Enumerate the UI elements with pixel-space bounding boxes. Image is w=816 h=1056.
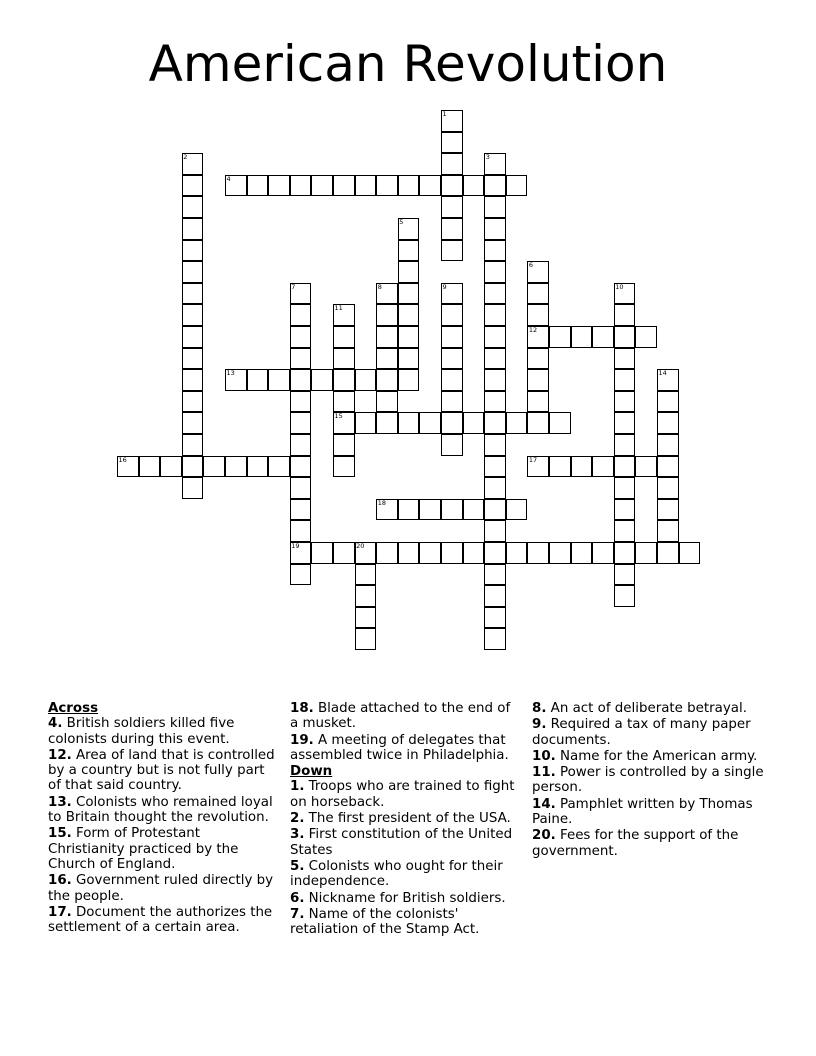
grid-cell[interactable] xyxy=(398,499,420,521)
clue-text: Power is controlled by a single person. xyxy=(532,765,764,796)
clue-number: 1. xyxy=(290,779,305,795)
clue-text: Name for the American army. xyxy=(555,748,758,764)
grid-cell[interactable] xyxy=(463,175,485,197)
grid-cell[interactable] xyxy=(398,348,420,370)
grid-cell[interactable] xyxy=(290,477,312,499)
grid-cell[interactable] xyxy=(484,261,506,283)
clue-number: 20. xyxy=(532,828,556,844)
grid-cell[interactable] xyxy=(614,477,636,499)
grid-cell[interactable] xyxy=(549,456,571,478)
grid-cell[interactable] xyxy=(182,326,204,348)
grid-cell[interactable] xyxy=(614,348,636,370)
clue-number: 13. xyxy=(48,794,72,810)
clue-number-label: 13 xyxy=(226,369,235,378)
clue-number: 8. xyxy=(532,701,547,716)
grid-cell[interactable] xyxy=(657,477,679,499)
grid-cell[interactable] xyxy=(441,153,463,175)
grid-cell[interactable] xyxy=(333,326,355,348)
grid-cell[interactable] xyxy=(484,628,506,650)
clue-number-label: 17 xyxy=(528,455,538,464)
clue-number-label: 7 xyxy=(291,282,296,291)
clue-number: 15. xyxy=(48,826,72,842)
grid-cell[interactable] xyxy=(182,240,204,262)
grid-cell[interactable] xyxy=(614,326,636,348)
grid-cell[interactable] xyxy=(484,542,506,564)
grid-cell[interactable] xyxy=(398,412,420,434)
grid-cell[interactable] xyxy=(484,326,506,348)
clue-number: 19. xyxy=(290,732,314,748)
grid-cell[interactable] xyxy=(614,434,636,456)
grid-cell[interactable] xyxy=(355,585,377,607)
across-heading: Across xyxy=(48,701,99,716)
grid-cell[interactable] xyxy=(635,542,657,564)
grid-cell[interactable] xyxy=(419,175,441,197)
clue-number-label: 3 xyxy=(485,153,490,162)
grid-cell[interactable] xyxy=(441,348,463,370)
grid-cell[interactable] xyxy=(376,412,398,434)
clue-number: 7. xyxy=(290,906,305,922)
grid-cell[interactable] xyxy=(376,391,398,413)
grid-cell[interactable] xyxy=(441,132,463,154)
across-clue xyxy=(48,795,280,826)
grid-cell[interactable] xyxy=(290,499,312,521)
grid-cell[interactable] xyxy=(419,542,441,564)
grid-cell[interactable] xyxy=(247,175,269,197)
across-clue xyxy=(48,748,280,794)
grid-cell[interactable] xyxy=(635,456,657,478)
grid-cell[interactable] xyxy=(463,412,485,434)
clue-number-label: 11 xyxy=(334,304,343,313)
grid-cell[interactable] xyxy=(182,348,204,370)
clue-number: 18. xyxy=(290,701,314,716)
grid-cell[interactable] xyxy=(527,391,549,413)
grid-cell[interactable] xyxy=(441,196,463,218)
grid-cell[interactable] xyxy=(225,456,247,478)
grid-cell[interactable] xyxy=(398,326,420,348)
clue-number-label: 8 xyxy=(377,282,382,291)
grid-cell[interactable] xyxy=(290,434,312,456)
grid-cell[interactable] xyxy=(290,456,312,478)
across-clue xyxy=(48,905,280,936)
down-clue xyxy=(290,779,522,810)
grid-cell[interactable] xyxy=(182,391,204,413)
across-clue xyxy=(48,826,280,872)
grid-cell[interactable] xyxy=(182,175,204,197)
clue-text: Government ruled directly by the people. xyxy=(48,873,274,904)
clue-text: Blade attached to the end of a musket. xyxy=(290,701,511,732)
grid-cell[interactable] xyxy=(506,499,528,521)
clue-text: Document the authorizes the settlement of a certain area. xyxy=(48,904,273,936)
grid-cell[interactable] xyxy=(484,564,506,586)
grid-cell[interactable] xyxy=(441,391,463,413)
grid-cell[interactable] xyxy=(657,520,679,542)
grid-cell[interactable] xyxy=(484,607,506,629)
grid-cell[interactable] xyxy=(484,520,506,542)
clue-number: 9. xyxy=(532,717,547,733)
clue-text: Form of Protestant Christianity practiced by the Church of England. xyxy=(48,826,239,872)
clue-number-label: 12 xyxy=(528,326,538,334)
clue-text: First constitution of the United States xyxy=(290,827,513,858)
grid-cell[interactable] xyxy=(182,261,204,283)
clue-number-label: 5 xyxy=(399,218,404,226)
clue-text: Pamphlet written by Thomas Paine. xyxy=(532,796,753,828)
grid-cell[interactable] xyxy=(290,520,312,542)
grid-cell[interactable] xyxy=(333,542,355,564)
grid-cell[interactable] xyxy=(527,348,549,370)
clue-text: British soldiers killed five colonists during this event. xyxy=(48,716,235,747)
grid-cell[interactable] xyxy=(441,240,463,262)
grid-cell[interactable] xyxy=(182,304,204,326)
grid-cell[interactable] xyxy=(506,412,528,434)
grid-cell[interactable] xyxy=(290,304,312,326)
grid-cell[interactable] xyxy=(657,499,679,521)
grid-cell[interactable] xyxy=(247,456,269,478)
clues-column-2 xyxy=(290,701,522,938)
clue-text: Colonists who ought for their independence. xyxy=(290,858,503,890)
grid-cell[interactable] xyxy=(441,304,463,326)
grid-cell[interactable] xyxy=(182,434,204,456)
grid-cell[interactable] xyxy=(182,369,204,391)
down-clue xyxy=(290,811,522,826)
grid-cell[interactable] xyxy=(614,412,636,434)
grid-cell[interactable] xyxy=(419,412,441,434)
grid-cell[interactable] xyxy=(398,283,420,305)
grid-cell[interactable] xyxy=(614,369,636,391)
clue-number: 12. xyxy=(48,747,72,763)
clue-text: Nickname for British soldiers. xyxy=(304,890,506,906)
grid-cell[interactable] xyxy=(614,520,636,542)
grid-cell[interactable] xyxy=(290,348,312,370)
grid-cell[interactable] xyxy=(355,369,377,391)
puzzle-title: American Revolution xyxy=(148,35,668,93)
grid-cell[interactable] xyxy=(182,412,204,434)
grid-cell[interactable] xyxy=(311,175,333,197)
grid-cell[interactable] xyxy=(398,304,420,326)
grid-cell[interactable] xyxy=(182,196,204,218)
clue-number-label: 15 xyxy=(334,412,343,421)
grid-cell[interactable] xyxy=(484,218,506,240)
clue-text: Required a tax of many paper documents. xyxy=(532,717,751,748)
clues-column-3 xyxy=(532,701,768,860)
grid-cell[interactable] xyxy=(311,542,333,564)
clue-text: Name of the colonists' retaliation of the Stamp Act. xyxy=(290,906,480,938)
grid-cell[interactable] xyxy=(333,391,355,413)
clue-text: A meeting of delegates that assembled twice in Philadelphia. xyxy=(290,732,509,763)
down-clue xyxy=(532,797,768,828)
grid-cell[interactable] xyxy=(333,456,355,478)
grid-cell[interactable] xyxy=(657,542,679,564)
grid-cell[interactable] xyxy=(484,304,506,326)
grid-cell[interactable] xyxy=(333,369,355,391)
grid-cell[interactable] xyxy=(290,175,312,197)
clue-number-label: 19 xyxy=(291,542,300,550)
grid-cell[interactable] xyxy=(657,412,679,434)
clue-number-label: 16 xyxy=(118,455,127,464)
clue-number: 5. xyxy=(290,858,305,874)
grid-cell[interactable] xyxy=(484,175,506,197)
grid-cell[interactable] xyxy=(484,369,506,391)
clue-number: 6. xyxy=(290,890,305,906)
clue-number-label: 4 xyxy=(226,174,231,183)
grid-cell[interactable] xyxy=(203,456,225,478)
down-clue xyxy=(290,891,522,906)
clue-number: 4. xyxy=(48,716,63,732)
grid-cell[interactable] xyxy=(139,456,161,478)
grid-cell[interactable] xyxy=(484,348,506,370)
grid-cell[interactable] xyxy=(484,434,506,456)
grid-cell[interactable] xyxy=(419,499,441,521)
clue-text: Fees for the support of the government. xyxy=(532,828,739,859)
clue-number-label: 10 xyxy=(615,282,624,291)
grid-cell[interactable] xyxy=(398,261,420,283)
grid-cell[interactable] xyxy=(571,542,593,564)
down-heading: Down xyxy=(290,764,333,780)
grid-cell[interactable] xyxy=(376,175,398,197)
grid-cell[interactable] xyxy=(506,542,528,564)
across-clue xyxy=(48,873,280,904)
grid-cell[interactable] xyxy=(657,434,679,456)
grid-cell[interactable] xyxy=(592,326,614,348)
grid-cell[interactable] xyxy=(311,369,333,391)
grid-cell[interactable] xyxy=(398,369,420,391)
grid-cell[interactable] xyxy=(527,304,549,326)
grid-cell[interactable] xyxy=(441,326,463,348)
clue-number-label: 9 xyxy=(442,282,447,291)
clue-number: 17. xyxy=(48,904,72,920)
grid-cell[interactable] xyxy=(614,304,636,326)
grid-cell[interactable] xyxy=(333,348,355,370)
clue-text: Troops who are trained to fight on horseback. xyxy=(290,779,515,810)
grid-cell[interactable] xyxy=(355,175,377,197)
grid-cell[interactable] xyxy=(463,499,485,521)
grid-cell[interactable] xyxy=(527,412,549,434)
grid-cell[interactable] xyxy=(441,218,463,240)
grid-cell[interactable] xyxy=(484,196,506,218)
clue-text: Colonists who remained loyal to Britain thought the revolution. xyxy=(48,794,273,826)
grid-cell[interactable] xyxy=(484,499,506,521)
grid-cell[interactable] xyxy=(290,369,312,391)
across-clue xyxy=(290,733,522,764)
grid-cell[interactable] xyxy=(484,283,506,305)
grid-cell[interactable] xyxy=(614,585,636,607)
across-clue xyxy=(290,701,522,732)
grid-cell[interactable] xyxy=(549,412,571,434)
grid-cell[interactable] xyxy=(355,628,377,650)
clue-text: An act of deliberate betrayal. xyxy=(546,701,747,716)
grid-cell[interactable] xyxy=(463,542,485,564)
across-clue xyxy=(48,716,280,747)
down-clue xyxy=(290,827,522,858)
grid-cell[interactable] xyxy=(635,326,657,348)
grid-cell[interactable] xyxy=(355,564,377,586)
grid-cell[interactable] xyxy=(398,240,420,262)
grid-cell[interactable] xyxy=(527,542,549,564)
grid-cell[interactable] xyxy=(571,326,593,348)
grid-cell[interactable] xyxy=(355,607,377,629)
grid-cell[interactable] xyxy=(376,542,398,564)
grid-cell[interactable] xyxy=(484,585,506,607)
grid-cell[interactable] xyxy=(484,240,506,262)
clue-number: 10. xyxy=(532,748,556,764)
grid-cell[interactable] xyxy=(160,456,182,478)
grid-cell[interactable] xyxy=(376,369,398,391)
grid-cell[interactable] xyxy=(182,283,204,305)
grid-cell[interactable] xyxy=(614,564,636,586)
grid-cell[interactable] xyxy=(398,175,420,197)
grid-cell[interactable] xyxy=(441,369,463,391)
grid-cell[interactable] xyxy=(290,564,312,586)
grid-cell[interactable] xyxy=(441,499,463,521)
clue-number-label: 6 xyxy=(528,261,534,270)
grid-cell[interactable] xyxy=(614,456,636,478)
grid-cell[interactable] xyxy=(614,391,636,413)
grid-cell[interactable] xyxy=(614,542,636,564)
grid-cell[interactable] xyxy=(484,391,506,413)
grid-cell[interactable] xyxy=(398,542,420,564)
down-clue xyxy=(532,828,768,859)
down-clue xyxy=(290,859,522,890)
clue-number: 16. xyxy=(48,873,72,889)
grid-cell[interactable] xyxy=(592,542,614,564)
grid-cell[interactable] xyxy=(182,477,204,499)
clue-number-label: 14 xyxy=(658,369,667,378)
grid-cell[interactable] xyxy=(549,542,571,564)
clue-number-label: 20 xyxy=(356,542,365,550)
down-clue xyxy=(532,717,768,748)
clue-number: 2. xyxy=(290,811,305,827)
grid-cell[interactable] xyxy=(268,456,290,478)
clue-number-label: 1 xyxy=(442,110,447,118)
clue-number: 14. xyxy=(532,796,556,812)
grid-cell[interactable] xyxy=(268,369,290,391)
grid-cell[interactable] xyxy=(484,412,506,434)
grid-cell[interactable] xyxy=(355,412,377,434)
down-clue xyxy=(532,749,768,764)
down-clue xyxy=(532,701,768,716)
grid-cell[interactable] xyxy=(484,477,506,499)
grid-cell[interactable] xyxy=(441,542,463,564)
down-clue xyxy=(290,907,522,938)
grid-cell[interactable] xyxy=(333,175,355,197)
grid-cell[interactable] xyxy=(441,175,463,197)
grid-cell[interactable] xyxy=(376,304,398,326)
grid-cell[interactable] xyxy=(527,283,549,305)
down-clue xyxy=(532,765,768,796)
grid-cell[interactable] xyxy=(657,456,679,478)
grid-cell[interactable] xyxy=(268,175,290,197)
grid-cell[interactable] xyxy=(506,175,528,197)
grid-cell[interactable] xyxy=(376,326,398,348)
clue-number-label: 18 xyxy=(377,498,386,507)
clues-column-1 xyxy=(48,701,280,936)
grid-cell[interactable] xyxy=(657,391,679,413)
clue-text: Area of land that is controlled by a country but is not fully part of that said country. xyxy=(48,747,275,794)
grid-cell[interactable] xyxy=(679,542,701,564)
grid-cell[interactable] xyxy=(527,369,549,391)
grid-cell[interactable] xyxy=(247,369,269,391)
grid-cell[interactable] xyxy=(376,348,398,370)
grid-cell[interactable] xyxy=(549,326,571,348)
grid-cell[interactable] xyxy=(571,456,593,478)
clue-number: 3. xyxy=(290,827,305,843)
grid-cell[interactable] xyxy=(182,218,204,240)
grid-cell[interactable] xyxy=(441,434,463,456)
grid-cell[interactable] xyxy=(333,434,355,456)
grid-cell[interactable] xyxy=(441,412,463,434)
clue-text: The first president of the USA. xyxy=(304,811,511,827)
grid-cell[interactable] xyxy=(290,412,312,434)
clue-number-label: 2 xyxy=(183,153,188,162)
grid-cell[interactable] xyxy=(592,456,614,478)
grid-cell[interactable] xyxy=(484,456,506,478)
grid-cell[interactable] xyxy=(290,391,312,413)
grid-cell[interactable] xyxy=(182,456,204,478)
grid-cell[interactable] xyxy=(614,499,636,521)
clue-number: 11. xyxy=(532,765,556,781)
grid-cell[interactable] xyxy=(290,326,312,348)
